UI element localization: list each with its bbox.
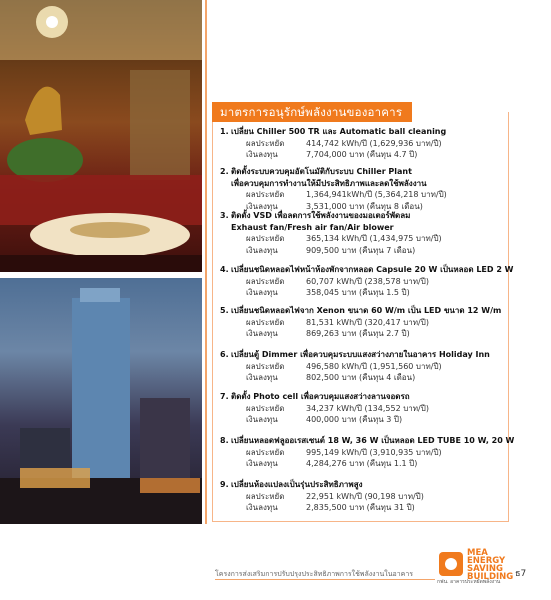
restaurant-illustration [0,0,202,272]
building-illustration [0,278,202,524]
measure-investment: เงินลงทุน 7,704,000 บาท (คืนทุน 4.7 ปี) [246,150,418,159]
measure-item [220,166,505,212]
measure-title: 9. เปลี่ยนห้องแปลงเป็นรุ่นประสิทธิภาพสูง [220,480,363,489]
measure-investment: เงินลงทุน 4,284,276 บาท (คืนทุน 1.1 ปี) [246,459,418,468]
hotel-building-photo [0,278,202,524]
measure-title: 2. ติดตั้งระบบควบคุมอัตโนมัติกับระบบ Chiller Plant [220,167,412,176]
measure-title: 3. ติดตั้ง VSD เพื่อลดการใช้พลังงานของมอเตอร์พัดลม [220,211,411,220]
measure-savings: ผลประหยัด 34,237 kWh/ปี (134,552 บาท/ปี) [246,403,429,413]
panel-title: มาตรการอนุรักษ์พลังงานของอาคาร [212,102,412,122]
measure-investment: เงินลงทุน 358,045 บาท (คืนทุน 1.5 ปี) [246,288,410,297]
measure-savings: ผลประหยัด 496,580 kWh/ปี (1,951,560 บาท/ปี) [246,361,442,371]
measure-savings: ผลประหยัด 22,951 kWh/ปี (90,198 บาท/ปี) [246,491,424,501]
measure-investment: เงินลงทุน 400,000 บาท (คืนทุน 3 ปี) [246,415,403,424]
measure-item [220,391,505,426]
measure-title: 4. เปลี่ยนชนิดหลอดไฟหน้าห้องพักจากหลอด Capsule 20 W เป็นหลอด LED 2 W [220,265,514,274]
measure-subtitle: เพื่อควบคุมการทำงานให้มีประสิทธิภาพและลดใช้พลังงาน [231,178,427,188]
measure-title: 1. เปลี่ยน Chiller 500 TR และ Automatic ball cleaning [220,127,447,136]
measure-savings: ผลประหยัด 60,707 kWh/ปี (238,578 บาท/ปี) [246,276,429,286]
measure-savings: ผลประหยัด 1,364,941kWh/ปี (5,364,218 บาท/ปี) [246,190,447,199]
measure-item [220,210,505,256]
measure-savings: ผลประหยัด 995,149 kWh/ปี (3,910,935 บาท/ปี) [246,447,442,457]
logo-title: MEA ENERGY SAVING BUILDING [467,548,514,582]
measure-item [220,264,514,299]
footer-text: โครงการส่งเสริมการปรับปรุงประสิทธิภาพการใช้พลังงานในอาคาร [215,570,414,578]
sidebar-accent-line [205,0,207,524]
mea-logo [437,548,514,586]
footer-rule [215,579,435,580]
measure-subtitle: Exhaust fan/Fresh air fan/Air blower [231,222,394,232]
measure-item [220,126,505,161]
measure-investment: เงินลงทุน 869,263 บาท (คืนทุน 2.7 ปี) [246,329,410,338]
measure-title: 8. เปลี่ยนหลอดฟลูออเรสเซนต์ 18 W, 36 W เป็นหลอด LED TUBE 10 W, 20 W [220,436,515,445]
measure-investment: เงินลงทุน 2,835,500 บาท (คืนทุน 31 ปี) [246,503,415,512]
measure-investment: เงินลงทุน 909,500 บาท (คืนทุน 7 เดือน) [246,245,416,255]
energy-measures-panel [212,102,515,522]
measure-investment: เงินลงทุน 3,531,000 บาท (คืนทุน 8 เดือน) [246,201,423,211]
page-number: ธ7 [515,569,527,579]
hotel-restaurant-photo [0,0,202,272]
measure-item [220,479,505,514]
measure-item [220,349,505,384]
measure-savings: ผลประหยัด 365,134 kWh/ปี (1,434,975 บาท/ปี) [246,234,442,243]
measure-title: 5. เปลี่ยนชนิดหลอดไฟจาก Xenon ขนาด 60 W/m เป็น LED ขนาด 12 W/m [220,306,502,315]
measure-investment: เงินลงทุน 802,500 บาท (คืนทุน 4 เดือน) [246,373,416,382]
measure-item [220,435,515,470]
measure-savings: ผลประหยัด 414,742 kWh/ปี (1,629,936 บาท/ปี) [246,138,442,148]
logo-mark-icon [439,552,463,576]
measure-title: 7. ติดตั้ง Photo cell เพื่อควบคุมแสงสว่างลานจอดรถ [220,392,410,401]
measure-item [220,305,505,340]
measure-title: 6. เปลี่ยนตู้ Dimmer เพื่อควบคุมระบบแสงสว่างภายในอาคาร Holiday Inn [220,350,490,359]
logo-subtitle: กฟน. อาคารประหยัดพลังงาน [437,579,501,585]
measure-savings: ผลประหยัด 81,531 kWh/ปี (320,417 บาท/ปี) [246,317,429,327]
